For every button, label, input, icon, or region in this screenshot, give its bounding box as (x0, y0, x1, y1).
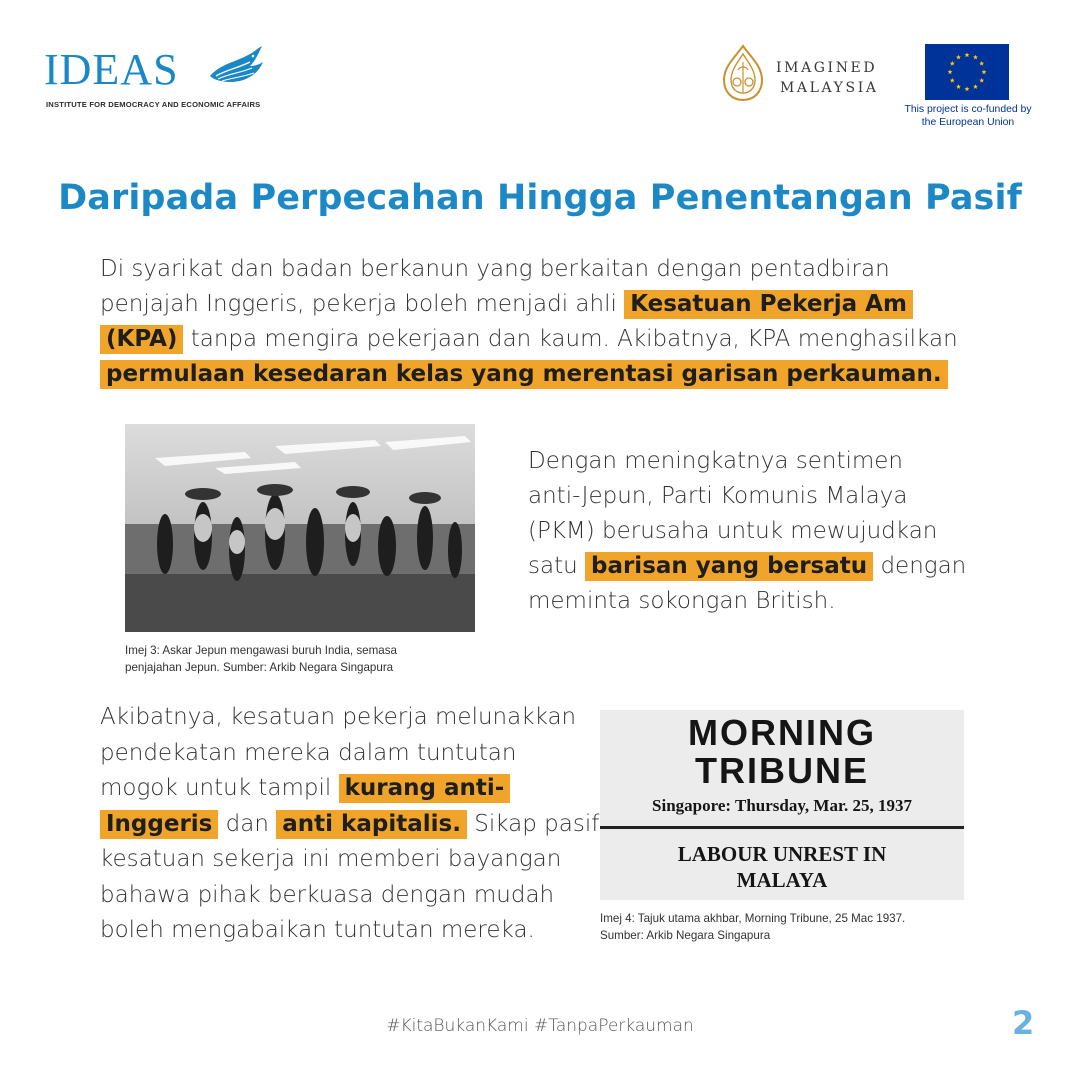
text-span: tanpa mengira pekerjaan dan kaum. Akibatnya, KPA menghasilkan (183, 326, 958, 352)
paragraph-passive (100, 700, 600, 949)
highlight-kpa: Kesatuan Pekerja Am (624, 290, 913, 319)
paragraph-line: meminta sokongan British. (528, 588, 836, 614)
text-span: satu (528, 553, 585, 579)
paragraph-line: Dengan meningkatnya sentimen (528, 448, 903, 474)
text-span: Sikap pasif (466, 810, 600, 837)
newspaper-masthead: MORNING (688, 712, 876, 753)
paragraph-line: boleh mengabaikan tuntutan mereka. (100, 917, 535, 943)
page-title: Daripada Perpecahan Hingga Penentangan Pasif (58, 178, 1022, 218)
ideas-logo (44, 42, 284, 112)
paragraph-line: kesatuan sekerja ini memberi bayangan (100, 846, 562, 872)
caption-line: Sumber: Arkib Negara Singapura (600, 929, 771, 942)
newspaper-clipping (600, 710, 964, 900)
highlight-class-awareness: permulaan kesedaran kelas yang merentasi garisan perkauman. (100, 360, 948, 389)
highlight-kpa-abbr: (KPA) (100, 325, 183, 354)
wayang-emblem-icon (720, 44, 766, 102)
text-span: mogok untuk tampil (100, 775, 339, 801)
ideas-logo-word: IDEAS (44, 45, 179, 94)
image-caption (600, 910, 905, 944)
highlight-united-front: barisan yang bersatu (585, 552, 873, 581)
paragraph-line (100, 252, 980, 287)
text-span: penjajah Inggeris, pekerja boleh menjadi ahli (100, 291, 625, 317)
eu-cofunding (898, 44, 1038, 134)
paragraph-line: anti-Jepun, Parti Komunis Malaya (528, 483, 908, 509)
bird-icon (206, 46, 264, 92)
newspaper-rule (600, 826, 964, 829)
paragraph-line (528, 549, 968, 584)
paragraph-line: Akibatnya, kesatuan pekerja melunakkan (100, 704, 577, 730)
text-span: dan (218, 810, 277, 837)
newspaper-headline: MALAYA (736, 868, 828, 892)
caption-line: Imej 4: Tajuk utama akhbar, Morning Tribune, 25 Mac 1937. (600, 912, 906, 925)
eu-flag-icon (925, 44, 1009, 100)
paragraph-line (100, 287, 980, 322)
text-span: dengan (873, 553, 967, 579)
image-caption (125, 642, 397, 676)
paragraph-line: pendekatan mereka dalam tuntutan (100, 739, 517, 766)
paragraph-line (100, 322, 980, 357)
paragraph-line (100, 357, 980, 392)
page-number: 2 (1012, 1004, 1035, 1042)
paragraph-line (100, 771, 580, 807)
paragraph-line (100, 807, 600, 843)
paragraph-line: bahawa pihak berkuasa dengan mudah (100, 881, 555, 908)
ideas-logo-subtitle: INSTITUTE FOR DEMOCRACY AND ECONOMIC AFFAIRS (46, 100, 261, 109)
newspaper-headline: LABOUR UNREST IN (677, 842, 887, 866)
newspaper-masthead: TRIBUNE (695, 750, 869, 791)
newspaper-dateline: Singapore: Thursday, Mar. 25, 1937 (652, 796, 912, 815)
imagined-logo-line2: MALAYSIA (780, 80, 879, 96)
eu-caption (898, 103, 1038, 129)
hashtags: #KitaBukanKami #TanpaPerkauman (386, 1016, 694, 1036)
historical-photo-labourers (125, 424, 475, 632)
text-span: Di syarikat dan badan berkanun yang berkaitan dengan pentadbiran (100, 256, 890, 282)
highlight-inggeris: Inggeris (100, 810, 218, 839)
highlight-anti-capitalist: anti kapitalis. (276, 810, 467, 839)
highlight-less-anti: kurang anti- (339, 774, 511, 803)
paragraph-line: (PKM) berusaha untuk mewujudkan (528, 518, 938, 544)
eu-caption-line1: This project is co-funded by (904, 104, 1032, 115)
paragraph-kpa (100, 252, 980, 392)
imagined-malaysia-logo (720, 44, 900, 104)
caption-line: Imej 3: Askar Jepun mengawasi buruh India, semasa (125, 644, 397, 657)
caption-line: penjajahan Jepun. Sumber: Arkib Negara Singapura (125, 661, 394, 674)
paragraph-pkm (528, 444, 968, 619)
imagined-logo-line1: IMAGINED (776, 60, 878, 76)
eu-caption-line2: the European Union (921, 117, 1015, 128)
